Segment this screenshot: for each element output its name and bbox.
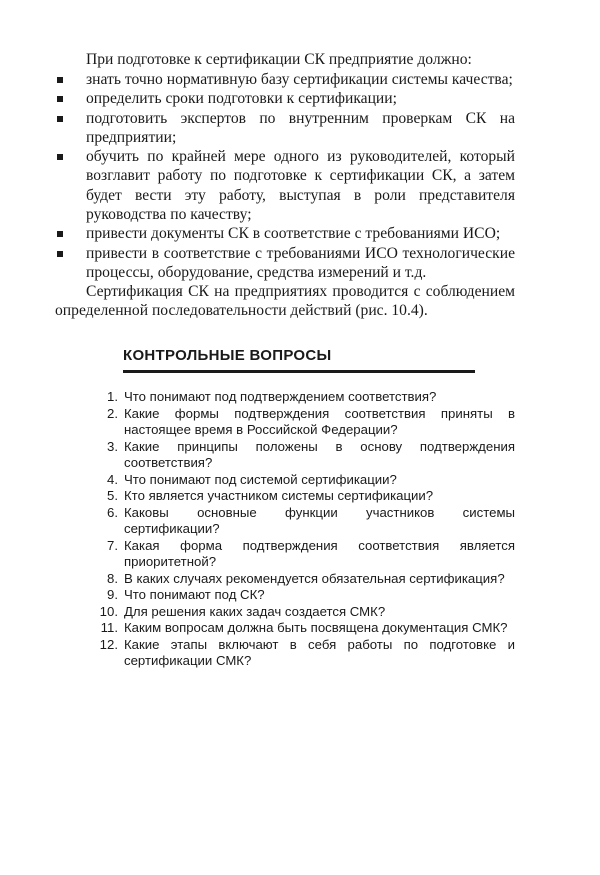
question-item xyxy=(60,488,515,505)
list-item xyxy=(55,244,515,283)
bullet-square-icon xyxy=(57,154,63,160)
list-item xyxy=(55,89,515,108)
title-underline xyxy=(123,370,475,373)
bullet-square-icon xyxy=(57,77,63,83)
list-item-text: привести в соответствие с требованиями ИСО технологические процессы, оборудование, средства измерений и т.д. xyxy=(86,244,515,281)
question-text: Для решения каких задач создается СМК? xyxy=(124,603,386,619)
review-questions-header xyxy=(123,347,475,373)
question-number: 9. xyxy=(107,587,118,602)
question-text: Какая форма подтверждения соответствия является приоритетной? xyxy=(124,537,515,569)
list-item xyxy=(55,70,515,89)
question-number: 2. xyxy=(107,405,118,421)
question-item xyxy=(60,604,515,621)
question-number: 10. xyxy=(99,603,118,619)
list-item xyxy=(55,109,515,148)
question-number: 12. xyxy=(99,636,118,652)
question-text: Каковы основные функции участников системы сертификации? xyxy=(124,504,515,536)
intro-paragraph: При подготовке к сертификации СК предприятие должно: xyxy=(86,51,472,68)
list-item-text: привести документы СК в соответствие с требованиями ИСО; xyxy=(86,225,501,243)
question-number: 11. xyxy=(100,620,118,635)
closing-paragraph: Сертификация СК на предприятиях проводится с соблюдением определенной последовательности действий (рис. 10.4). xyxy=(55,283,515,320)
list-item-text: подготовить экспертов по внутренним проверкам СК на предприятии; xyxy=(86,109,515,146)
bullet-square-icon xyxy=(57,116,63,122)
list-item-text: определить сроки подготовки к сертификации; xyxy=(86,90,397,108)
question-item xyxy=(60,472,515,489)
question-text: Кто является участником системы сертификации? xyxy=(124,488,434,503)
question-number: 7. xyxy=(107,537,118,553)
question-text: Что понимают под СК? xyxy=(124,587,265,602)
questions-list xyxy=(60,389,515,670)
question-item xyxy=(60,406,515,439)
question-number: 4. xyxy=(107,471,118,487)
question-number: 6. xyxy=(107,504,118,520)
question-item xyxy=(60,538,515,571)
question-text: Какие этапы включают в себя работы по подготовке и сертификации СМК? xyxy=(124,636,515,668)
list-item-text: обучить по крайней мере одного из руководителей, который возглавит работу по подготовке к сертификации СК, а затем будет вести эту работу, выступая в роли представителя руководства по качеству; xyxy=(86,148,515,224)
question-item xyxy=(60,587,515,604)
question-number: 3. xyxy=(107,438,118,454)
list-item xyxy=(55,224,515,243)
question-item xyxy=(60,389,515,406)
list-item xyxy=(55,147,515,224)
question-number: 1. xyxy=(107,389,118,404)
question-text: Каким вопросам должна быть посвящена документация СМК? xyxy=(124,620,508,635)
question-item xyxy=(60,571,515,588)
question-text: В каких случаях рекомендуется обязательная сертификация? xyxy=(124,570,505,586)
question-item xyxy=(60,505,515,538)
question-item xyxy=(60,439,515,472)
question-item xyxy=(60,637,515,670)
question-item xyxy=(60,620,515,637)
bullet-square-icon xyxy=(57,231,63,237)
bullet-square-icon xyxy=(57,251,63,257)
question-text: Какие принципы положены в основу подтверждения соответствия? xyxy=(124,438,515,470)
question-text: Что понимают под подтверждением соответствия? xyxy=(124,389,437,404)
question-number: 8. xyxy=(107,570,118,586)
list-item-text: знать точно нормативную базу сертификации системы качества; xyxy=(86,71,513,88)
bullet-square-icon xyxy=(57,96,63,102)
section-title: КОНТРОЛЬНЫЕ ВОПРОСЫ xyxy=(123,347,332,364)
question-text: Что понимают под системой сертификации? xyxy=(124,471,397,487)
question-number: 5. xyxy=(107,488,118,503)
requirements-list xyxy=(55,70,515,282)
question-text: Какие формы подтверждения соответствия приняты в настоящее время в Российской Федерации? xyxy=(124,405,515,437)
